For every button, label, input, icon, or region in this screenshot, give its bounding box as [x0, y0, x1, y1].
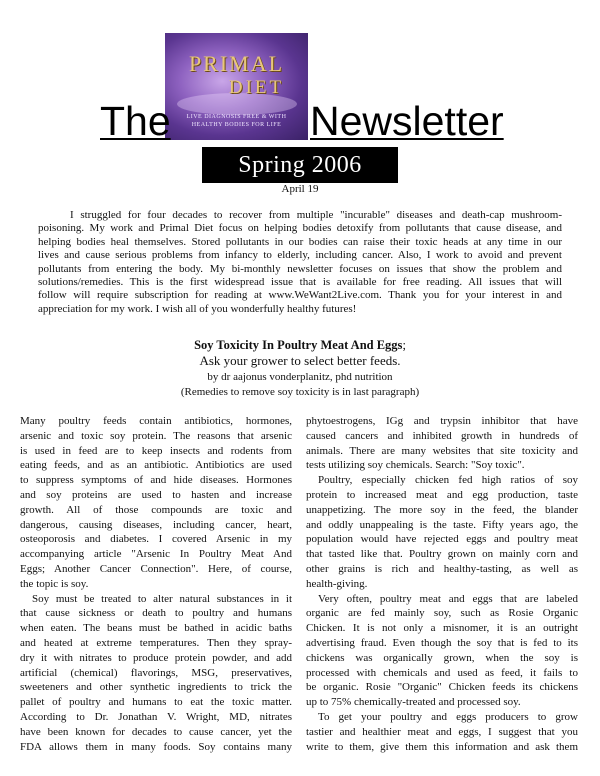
text-line: Many poultry feeds contain antibiotics, hormones,: [20, 415, 292, 427]
intro-line: lives and cause serious problems from infancy to elderly, including cancer. Also, I work to avoid and prevent: [38, 249, 562, 262]
text-line: eating feeds, and as an antibiotic. Antibiotics are used: [20, 459, 292, 472]
intro-line: pollutants from entering the body. My bi-monthly newsletter focuses on issues that show the problem and: [38, 262, 562, 275]
text-line: up to 75% chemically-treated and processed soy.: [306, 696, 521, 709]
text-line: population would have rejected eggs and poultry meat: [306, 533, 578, 546]
text-line: the topic is soy.: [20, 577, 89, 590]
text-line: FDA allows them in many foods. Soy contains many: [20, 740, 292, 753]
text-line: tests utilizing soy chemicals. Search: "Soy toxic".: [306, 459, 525, 472]
text-line: Poultry, especially chicken fed high ratios of soy: [318, 474, 578, 487]
primal-diet-logo: [165, 33, 308, 140]
text-line: Chicken. It is not only a misnomer, it is an outright: [306, 622, 578, 635]
article-title-text: Soy Toxicity In Poultry Meat And Eggs: [194, 338, 403, 352]
text-line: and oddly unappealing is the taste. Fifty years ago, the: [306, 518, 578, 531]
text-line: Soy must be treated to alter natural substances in it: [32, 592, 292, 605]
intro-line: I struggled for four decades to recover from multiple "incurable" diseases and death-cap mushroom-: [70, 209, 562, 221]
text-line: phytoestrogens, IGg and trypsin inhibitor that have: [306, 415, 578, 427]
issue-date: April 19: [281, 183, 319, 195]
intro-line: follow will require subscription for reading at www.WeWant2Live.com. Thank you for your interest in and: [38, 289, 562, 302]
text-line: sweeteners and other synthetic ingredients to trick the: [20, 681, 292, 694]
text-line: artificial (chemical) flavorings, MSG, preservatives,: [20, 666, 292, 679]
text-line: pallet of poultry and humans to eat the toxic matter.: [20, 696, 292, 709]
text-line: According to Dr. Jonathan V. Wright, MD, nitrates: [20, 710, 292, 723]
text-line: chickens was organically grown, when the soy is: [306, 651, 578, 664]
text-line: advertising fraud. Even though the soy that is fed to its: [306, 636, 578, 649]
masthead-title-left: The: [100, 98, 171, 144]
text-line: health-giving.: [306, 577, 368, 590]
logo-word-diet: DIET: [228, 77, 285, 98]
text-line: that tasted like that. Poultry grown on mainly corn and: [306, 548, 578, 561]
intro-line: appreciation for my work. I wish all of you wonderfully healthy futures!: [38, 302, 357, 315]
left-column: [20, 414, 292, 754]
logo-tagline: LIVE DIAGNOSIS FREE & WITH HEALTHY BODIES FOR LIFE: [186, 114, 287, 128]
article-byline: by dr aajonus vonderplanitz, phd nutrition: [207, 371, 393, 383]
text-line: tastier and healthier meat and eggs, I suggest that you: [306, 725, 578, 738]
intro-line: poisoning. My work and Primal Diet focus on helping bodies detoxify from pollutants that cause disease, and: [38, 222, 562, 235]
article-title: [0, 337, 600, 353]
article-subtitle: Ask your grower to select better feeds.: [199, 353, 401, 368]
text-line: when eaten. The beans must be bathed in acidic baths: [20, 622, 292, 635]
text-line: dangerous, causing diseases, including cancer, heart,: [20, 518, 292, 531]
text-line: organic are fed mainly soy, such as Rosie Organic: [306, 607, 578, 620]
text-line: is used in feed are to keep insects and rodents from: [20, 444, 292, 457]
text-line: accompanying article "Arsenic In Poultry Meat And: [20, 548, 292, 561]
masthead-title-right: Newsletter: [310, 98, 504, 144]
text-line: and soy proteins are used to hasten and increase: [20, 488, 292, 501]
text-line: dry it with nitrates to produce protein powder, and add: [20, 651, 292, 664]
article-note: (Remedies to remove soy toxicity is in last paragraph): [180, 386, 420, 398]
text-line: have been known for decades to cause cancer, yet the: [20, 725, 292, 738]
text-line: growth. All of those compounds are toxic and: [20, 503, 292, 516]
text-line: protein to increased meat and egg production, taste: [306, 488, 578, 501]
text-line: write to them, give them this information and ask them: [306, 740, 578, 753]
text-line: and heated at extreme temperatures. Then they spray-: [20, 636, 292, 649]
text-line: Eggs; Another Cancer Connection". Here, of course,: [20, 562, 292, 575]
text-line: osteoporosis and diabetes. I covered Arsenic in my: [20, 533, 292, 546]
text-line: other grains is rich and healthy-tasting, as well as: [306, 562, 578, 575]
text-line: To get your poultry and eggs producers to grow: [318, 710, 578, 723]
intro-line: solutions/remedies. This is the first widespread issue that is available for free reading. All issues that will: [38, 276, 562, 289]
text-line: processed with chemicals and used as feed, it fails to: [306, 666, 578, 679]
season-banner: Spring 2006: [202, 147, 398, 183]
text-line: unappetizing. The more soy in the feed, the blander: [306, 503, 578, 516]
text-line: that cause sickness or death to poultry and humans: [20, 607, 292, 620]
text-line: to suppress symptoms of and hide diseases. Hormones: [20, 474, 292, 487]
right-column: [306, 414, 578, 754]
text-line: animals. There are many websites that site toxicity and: [306, 444, 578, 457]
text-line: Very often, poultry meat and eggs that are labeled: [318, 592, 578, 605]
text-line: caused cancers and inhibited growth in hundreds of: [306, 429, 578, 442]
intro-paragraph: [38, 209, 562, 316]
logo-word-primal: PRIMAL: [188, 51, 285, 76]
article-title-punct: ;: [402, 338, 406, 352]
text-line: be organic. Rosie "Organic" Chicken feeds its chickens: [306, 681, 578, 694]
text-line: arsenic and toxic soy protein. The reasons that arsenic: [20, 429, 292, 442]
intro-line: helping bodies heal themselves. Stored pollutants in our bodies can raise their toxic heads at any time in our: [38, 235, 562, 248]
